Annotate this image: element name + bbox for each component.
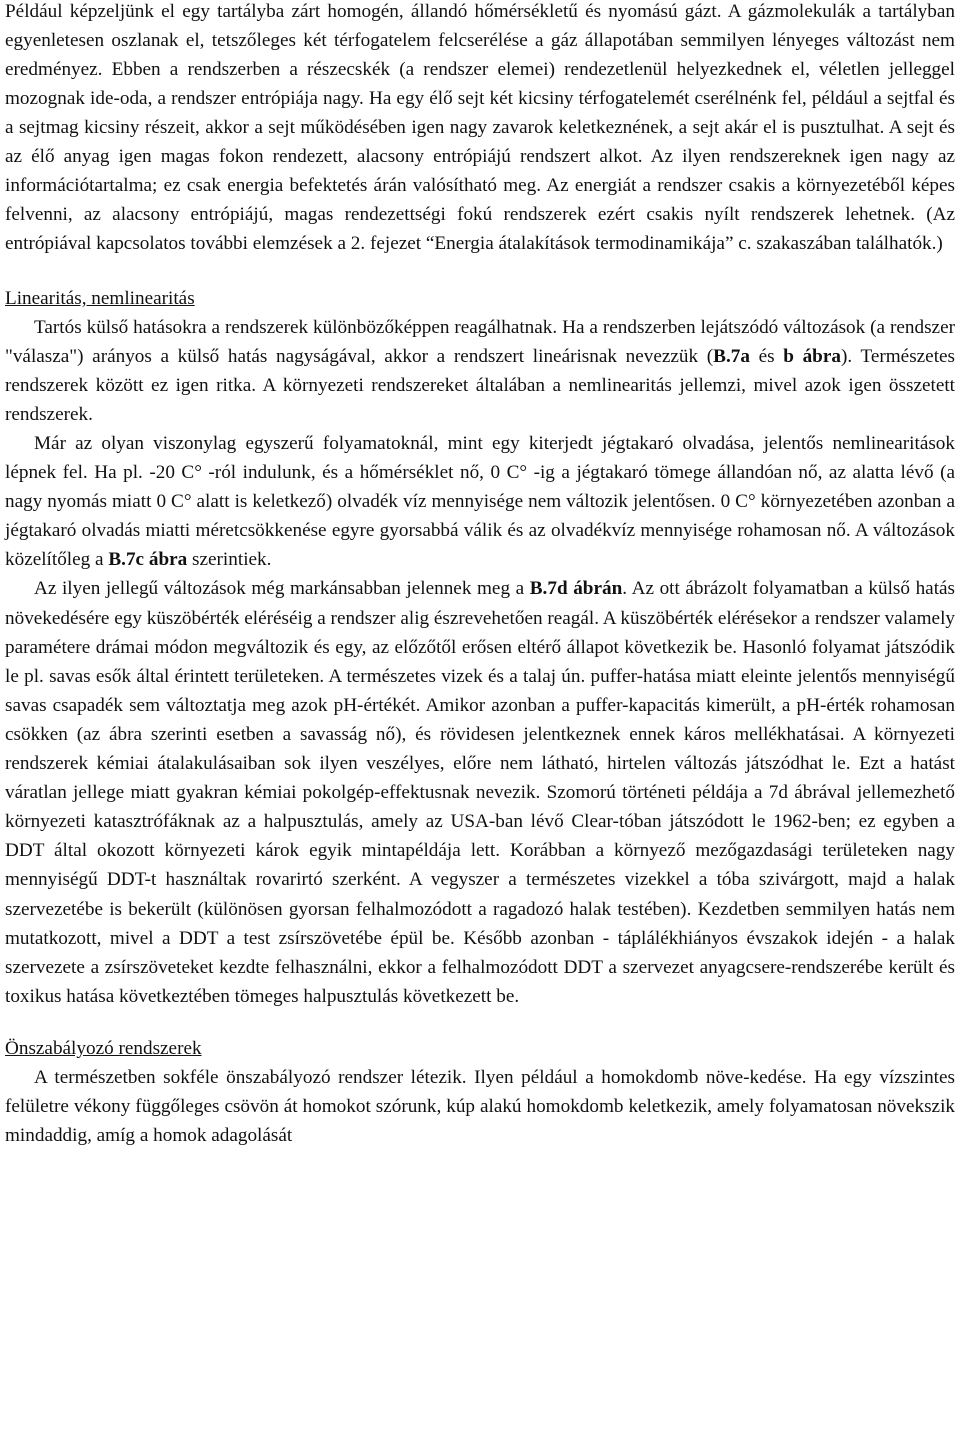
text-run: ). Természetes rendszerek között ez igen ritka. A környezeti rendszereket általában a nemlinearitás jellemzi, mivel azok igen összetett rendszerek. xyxy=(5,346,956,425)
section-heading-linearity: Linearitás, nemlinearitás xyxy=(5,288,195,309)
linearity-paragraph-3 xyxy=(5,574,955,1010)
entropy-paragraph: Például képzeljünk el egy tartályba zárt homogén, állandó hőmérsékletű és nyomású gázt. A gázmolekulák a tartályban egyenletesen oszlanak el, tetszőleges két térfogatelem felcserélése a gáz állapotában semmilyen lényeges változást nem eredményez. Ebben a rendszerben a részecskék (a rendszer elemei) rendezetlenül helyezkednek el, véletlen jelleggel mozognak ide-oda, a rendszer entrópiája nagy. Ha egy élő sejt két kicsiny térfogatelemét cserélnénk fel, például a sejtfal és a sejtmag kicsiny részeit, akkor a sejt működésében igen nagy zavarok keletkeznének, a sejt akár el is pusztulhat. A sejt és az élő anyag igen magas fokon rendezett, alacsony entrópiájú rendszert alkot. Az ilyen rendszereknek igen nagy az információtartalma; ez csak energia befektetés árán valósítható meg. Az energiát a rendszer csakis a környezetéből képes felvenni, az alacsony entrópiájú, magas rendezettségi fokú rendszerek ezért csakis nyílt rendszerek lehetnek. (Az entrópiával kapcsolatos további elemzések a 2. fejezet “Energia átalakítások termodinamikája” c. szakaszában találhatók.) xyxy=(5,1,955,254)
figure-reference: b ábra xyxy=(783,346,841,367)
section-heading-self-regulating: Önszabályozó rendszerek xyxy=(5,1037,202,1059)
linearity-paragraph-2 xyxy=(5,429,955,574)
self-regulating-paragraph-1: A természetben sokféle önszabályozó rendszer létezik. Ilyen például a homokdomb növe-kedése. Ha egy vízszintes felületre vékony függőleges csövön át homokot szórunk, kúp alakú homokdomb keletkezik, amely folyamatosan növekszik mindaddig, amíg a homok adagolását xyxy=(5,1066,955,1147)
text-run: . Az ott ábrázolt folyamatban a külső hatás növekedésére egy küszöbérték eléréséig a rendszer alig észrevehetően reagál. A küszöbérték elérésekor a rendszer valamely paramétere drámai módon megváltozik és egy, az előzőtől erősen eltérő állapot következik be. Hasonló folyamat játszódik le pl. savas esők által érintett területeken. A természetes vizek és a talaj ún. puffer-hatása miatt eleinte jelentős mennyiségű savas csapadék sem változtatja meg azok pH-értékét. Amikor azonban a puffer-kapacitás kimerült, a pH-érték rohamosan csökken (az ábra szerinti esetben a savasság nő), és rövidesen jelentkeznek ennek káros mellékhatásai. A környezeti rendszerek kémiai átalakulásaiban sok ilyen veszélyes, előre nem látható, hirtelen változás játszódhat le. Ezt a hatást váratlan jellege miatt gyakran kémiai pokolgép-effektusnak nevezik. Szomorú történeti példája a 7d ábrával jellemezhető környezeti katasztrófáknak az a halpusztulás, amely az USA-ban lévő Clear-tóban játszódott le 1962-ben; ez egyben a DDT által okozott környezeti károk egyik mintapéldája lett. Korábban a környező mezőgazdasági területeken nagy mennyiségű DDT-t használtak rovarirtó szerként. A vegyszer a természetes vizekkel a tóba szivárgott, majd a halak szervezetébe is bekerült (különösen gyorsan felhalmozódott a ragadozó halak testében). Kezdetben semmilyen hatás nem mutatkozott, mivel a DDT a test zsírszövetébe épül be. Később azonban - táplálékhiányos évszakok idején - a halak szervezete a zsírszöveteket kezdte felhasználni, ekkor a felhalmozódott DDT a szervezet anyagcsere-rendszerébe került és toxikus hatása következtében tömeges halpusztulás következett be. xyxy=(5,578,956,1007)
text-run: és xyxy=(749,346,784,367)
figure-reference: B.7d ábrán xyxy=(529,578,623,600)
text-run: szerintiek. xyxy=(187,549,272,571)
text-run: Az ilyen jellegű változások még markánsabban jelennek meg a xyxy=(34,578,530,600)
document-page xyxy=(5,0,955,1150)
text-run: Már az olyan viszonylag egyszerű folyamatoknál, mint egy kiterjedt jégtakaró olvadása, jelentős nemlinearitások lépnek fel. Ha pl. -20 C° -ról indulunk, és a hőmérséklet nő, 0 C° -ig a jégtakaró tömege állandóan nő, az alatta lévő (a nagy nyomás miatt 0 C° alatt is keletkező) olvadék víz mennyisége nem változik jelentősen. 0 C° környezetében azonban a jégtakaró olvadás miatti méretcsökkenése egyre gyorsabbá válik és az olvadékvíz mennyisége rohamosan nő. A változások közelítőleg a xyxy=(5,433,955,571)
spacer xyxy=(5,258,955,284)
linearity-paragraph-1 xyxy=(5,313,955,429)
text-run: Tartós külső hatásokra a rendszerek különbözőképpen reagálhatnak. Ha a rendszerben lejátszódó változások (a rendszer "válasza") arányos a külső hatás nagyságával, akkor a rendszert lineárisnak nevezzük ( xyxy=(5,317,955,367)
figure-reference: B.7c ábra xyxy=(108,549,188,571)
figure-reference: B.7a xyxy=(713,346,750,367)
spacer xyxy=(5,1011,955,1034)
